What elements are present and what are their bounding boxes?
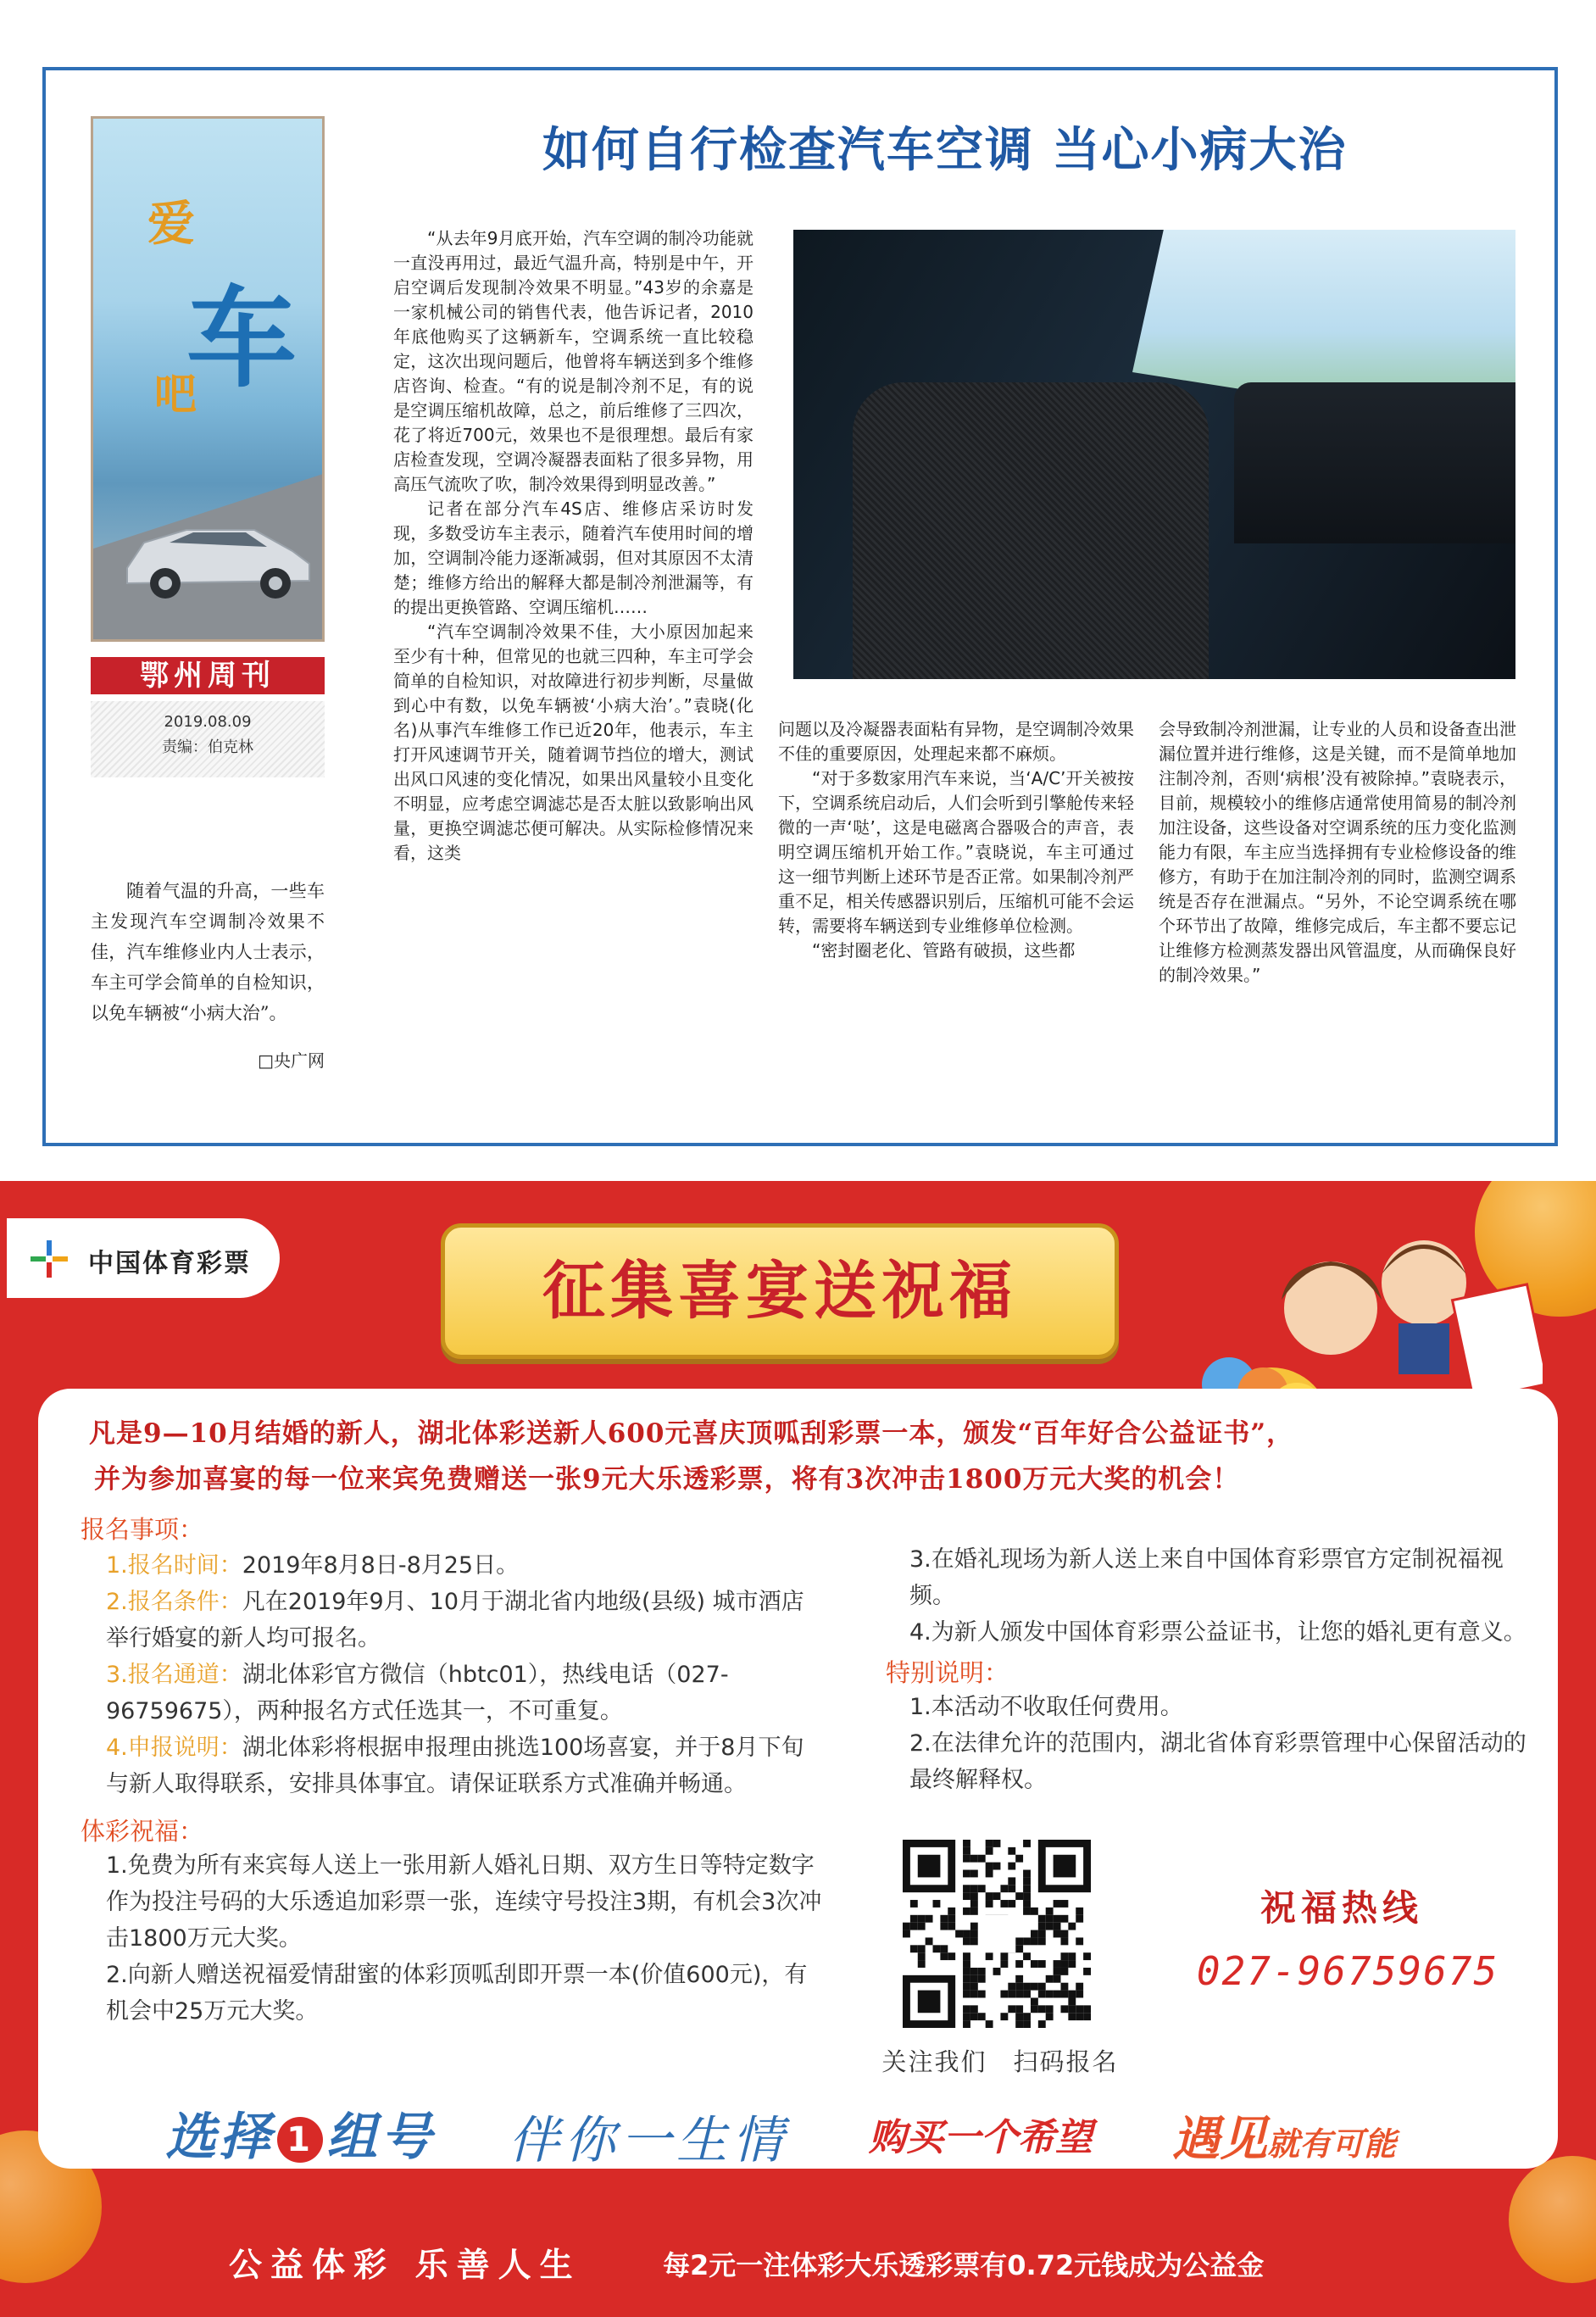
intro-line: 并为参加喜宴的每一位来宾免费赠送一张9元大乐透彩票，将有3次冲击1800万元大奖的机会！ bbox=[94, 1464, 1240, 1495]
ad-left-column bbox=[81, 1516, 826, 2030]
article-title: 如何自行检查汽车空调 当心小病大治 bbox=[542, 122, 1348, 178]
section-registration: 报名事项： bbox=[81, 1515, 204, 1544]
column-char-car: 车 bbox=[186, 273, 298, 403]
editor-credit: 责编：伯克林 bbox=[162, 738, 253, 756]
body-paragraph: 记者在部分汽车4S店、维修店采访时发现，多数受访车主表示，随着汽车使用时间的增加，空调制冷能力逐渐减弱，但对其原因不太清楚；维修方给出的解释大都是制冷剂泄漏等，有的提出更换管路、空调压缩机…… bbox=[393, 498, 754, 617]
lottery-logo bbox=[7, 1218, 280, 1298]
hotline-title: 祝福热线 bbox=[1260, 1887, 1423, 1929]
registration-item bbox=[81, 1547, 826, 1584]
column-sidebar bbox=[91, 116, 325, 1100]
number-one-badge: 1 bbox=[277, 2117, 323, 2163]
column-char-ba: 吧 bbox=[154, 369, 197, 419]
item-text: 2019年8月8日-8月25日。 bbox=[242, 1552, 520, 1579]
car-interior-photo bbox=[793, 230, 1515, 679]
item-text: 湖北体彩将根据申报理由挑选100场喜宴，并于8月下旬与新人取得联系，安排具体事宜。请保证联系方式准确并畅通。 bbox=[106, 1735, 804, 1797]
ad-content-card bbox=[38, 1389, 1558, 2169]
blessing-item: 1.免费为所有来宾每人送上一张用新人婚礼日期、双方生日等特定数字作为投注号码的大乐透追加彩票一张，连续守号投注3期，有机会3次冲击1800万元大奖。 bbox=[106, 1852, 822, 1952]
item-text: 凡在2019年9月、10月于湖北省内地级(县级) 城市酒店举行婚宴的新人均可报名。 bbox=[106, 1589, 804, 1651]
body-paragraph: “密封圈老化、管路有破损，这些都 bbox=[812, 940, 1076, 961]
notice-item: 2.在法律允许的范围内，湖北省体育彩票管理中心保留活动的最终解释权。 bbox=[909, 1730, 1526, 1793]
footer-note: 每2元一注体彩大乐透彩票有0.72元钱成为公益金 bbox=[663, 2249, 1265, 2281]
section-blessing: 体彩祝福： bbox=[81, 1817, 204, 1846]
article-source: □央广网 bbox=[258, 1050, 325, 1071]
qr-code[interactable] bbox=[903, 1840, 1091, 2028]
qr-caption: 关注我们 扫码报名 bbox=[881, 2047, 1119, 2076]
blessing-item: 2.向新人赠送祝福爱情甜蜜的体彩顶呱刮即开票一本(价值600元)，有机会中25万元大奖。 bbox=[106, 1962, 808, 2025]
event-banner bbox=[441, 1223, 1119, 1359]
registration-item bbox=[81, 1584, 826, 1657]
slogan-text: 组号 bbox=[326, 2108, 435, 2167]
body-paragraph: “汽车空调制冷效果不佳，大小原因加起来至少有十种，但常见的也就三四种，车主可学会简单的自检知识，对故障进行初步判断，尽量做到心中有数，以免车辆被‘小病大治’。”袁晓(化名)从事汽车维修工作已近20年，他表示，车主打开风速调节开关，随着调节挡位的增大，测试出风口风速的变化情况，如果出风量较小且变化不明显，应考虑空调滤芯是否太脏以致影响出风量，更换空调滤芯便可解决。从实际检修情况来看，这类 bbox=[393, 621, 754, 863]
ad-right-column bbox=[886, 1541, 1547, 1798]
section-notice: 特别说明： bbox=[886, 1658, 1009, 1687]
lottery-logo-text: 中国体育彩票 bbox=[88, 1249, 251, 1278]
column-char-love: 爱 bbox=[147, 196, 195, 252]
body-column-1 bbox=[393, 226, 754, 1100]
lottery-logo-icon bbox=[31, 1240, 68, 1278]
footer-slogan: 公益体彩 乐善人生 bbox=[229, 2246, 581, 2285]
body-column-3 bbox=[1159, 717, 1516, 1101]
ad-intro bbox=[89, 1411, 1521, 1502]
item-text: 湖北体彩官方微信（hbtc01），热线电话（027-96759675），两种报名方式任选其一，不可重复。 bbox=[106, 1662, 729, 1724]
seat bbox=[853, 382, 1209, 679]
column-meta bbox=[91, 701, 325, 777]
slogan-choose-one bbox=[165, 2097, 435, 2169]
registration-item bbox=[81, 1657, 826, 1729]
column-header-image bbox=[91, 116, 325, 642]
slogan-row bbox=[38, 2097, 1558, 2170]
coin-decoration bbox=[1509, 2156, 1596, 2283]
slogan-hope: 购买一个希望 bbox=[869, 2116, 1093, 2159]
article-frame bbox=[42, 67, 1558, 1146]
notice-item: 1.本活动不收取任何费用。 bbox=[909, 1694, 1183, 1720]
item-label: 3.报名通道： bbox=[106, 1662, 242, 1688]
body-paragraph: “对于多数家用汽车来说，当‘A/C’开关被按下，空调系统启动后，人们会听到引擎舱传来轻微的一声‘哒’，这是电磁离合器吸合的声音，表明空调压缩机开始工作。”袁晓说，车主可通过这一细节判断上述环节是否正常。如果制冷剂严重不足，相关传感器识别后，压缩机可能不会运转，需要将车辆送到专业维修单位检测。 bbox=[778, 768, 1134, 936]
item-label: 1.报名时间： bbox=[106, 1552, 242, 1579]
article-summary: 随着气温的升高，一些车主发现汽车空调制冷效果不佳，汽车维修业内人士表示，车主可学会简单的自检知识，以免车辆被“小病大治”。 bbox=[91, 881, 325, 1023]
slogan-text: 选择 bbox=[165, 2108, 274, 2167]
banner-title: 征集喜宴送祝福 bbox=[542, 1255, 1017, 1328]
hotline-number[interactable]: 027-96759675 bbox=[1196, 1948, 1499, 1994]
body-paragraph: 问题以及冷凝器表面粘有异物，是空调制冷效果不佳的重要原因，处理起来都不麻烦。 bbox=[778, 719, 1134, 764]
item-label: 2.报名条件： bbox=[106, 1589, 242, 1615]
blessing-item: 4.为新人颁发中国体育彩票公益证书，让您的婚礼更有意义。 bbox=[909, 1619, 1526, 1646]
newspaper-brand: 鄂州周刊 bbox=[91, 657, 325, 694]
registration-item bbox=[81, 1729, 826, 1802]
slogan-text: 就有可能 bbox=[1267, 2125, 1397, 2163]
body-paragraph: 会导致制冷剂泄漏，让专业的人员和设备查出泄漏位置并进行维修，这是关键，而不是简单地加注制冷剂，否则‘病根’没有被除掉。”袁晓表示，目前，规模较小的维修店通常使用简易的制冷剂加注设备，这些设备对空调系统的压力变化监测能力有限，车主应当选择拥有专业检修设备的维修方，有助于在加注制冷剂的同时，监测空调系统是否存在泄漏点。“另外，不论空调系统在哪个环节出了故障，维修完成后，车主都不要忘记让维修方检测蒸发器出风管温度，从而确保良好的制冷效果。” bbox=[1159, 719, 1516, 985]
body-column-2 bbox=[778, 717, 1134, 1101]
body-paragraph: “从去年9月底开始，汽车空调的制冷功能就一直没再用过，最近气温升高，特别是中午，开启空调后发现制冷效果不明显。”43岁的余嘉是一家机械公司的销售代表，他告诉记者，2010年底他购买了这辆新车，空调系统一直比较稳定，这次出现问题后，他曾将车辆送到多个维修店咨询、检查。“有的说是制冷剂不足，有的说是空调压缩机故障，总之，前后维修了三四次，花了将近700元，效果也不是很理想。最后有家店检查发现，空调冷凝器表面粘了很多异物，用高压气流吹了吹，制冷效果得到明显改善。” bbox=[393, 228, 754, 494]
lottery-ad bbox=[0, 1181, 1596, 2317]
intro-line: 凡是9—10月结婚的新人，湖北体彩送新人600元喜庆顶呱刮彩票一本，颁发“百年好合公益证书”， bbox=[89, 1418, 1294, 1449]
issue-date: 2019.08.09 bbox=[164, 713, 252, 731]
dashboard bbox=[1234, 382, 1515, 543]
slogan-text: 遇见 bbox=[1172, 2112, 1267, 2167]
car-illustration bbox=[110, 483, 322, 610]
item-label: 4.申报说明： bbox=[106, 1735, 242, 1761]
slogan-lifetime: 伴你一生情 bbox=[509, 2111, 788, 2170]
blessing-item: 3.在婚礼现场为新人送上来自中国体育彩票官方定制祝福视频。 bbox=[909, 1546, 1504, 1609]
slogan-meet bbox=[1172, 2102, 1396, 2169]
